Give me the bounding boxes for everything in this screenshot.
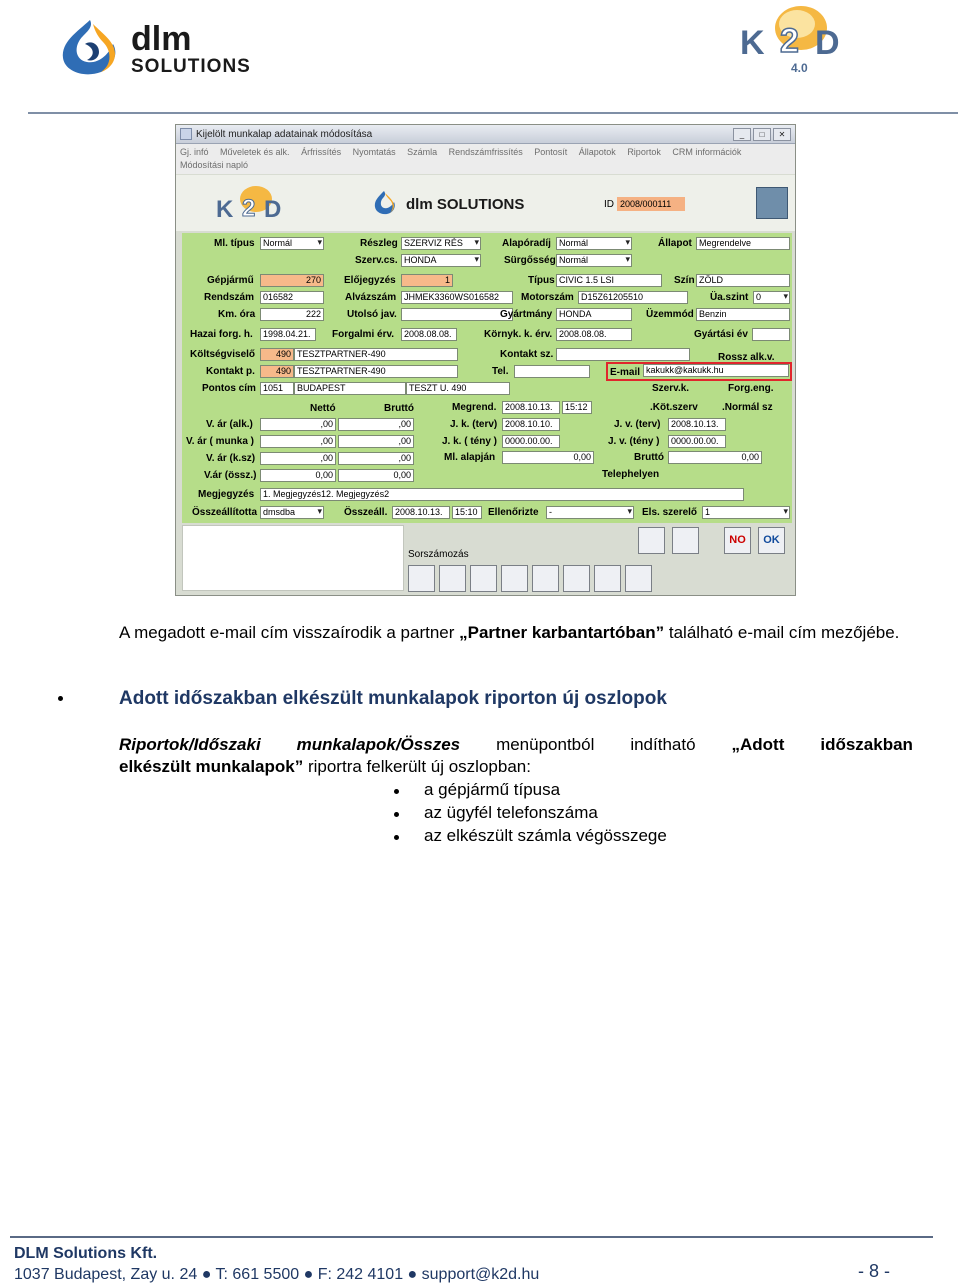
tel-label: Tel. <box>492 366 509 377</box>
window-icon <box>180 128 192 140</box>
elsszerelo-select[interactable]: 1 ▾ <box>702 506 790 519</box>
kontaktp-field[interactable]: TESZTPARTNER-490 <box>294 365 458 378</box>
var-alk-gross[interactable]: ,00 <box>338 418 414 431</box>
alapora-select[interactable]: Normál ▾ <box>556 237 632 250</box>
bullet-icon <box>394 789 399 794</box>
svg-text:SOLUTIONS: SOLUTIONS <box>131 56 251 77</box>
ml-alapjan-label: Ml. alapján <box>444 452 496 463</box>
id-label: ID <box>604 199 614 210</box>
svg-text:4.0: 4.0 <box>791 61 808 75</box>
megrend-label: Megrend. <box>452 402 497 413</box>
allapot-field[interactable]: Megrendelve <box>696 237 790 250</box>
var-ksz-gross[interactable]: ,00 <box>338 452 414 465</box>
text-run-bold: „Partner karbantartóban” <box>459 623 665 642</box>
page-number: - 8 - <box>858 1261 891 1281</box>
zip-field[interactable]: 1051 <box>260 382 294 395</box>
osszeall-label: Összeáll. <box>344 507 388 518</box>
elojegyzes-field[interactable]: 1 <box>401 274 453 287</box>
var-ossz-net[interactable]: 0,00 <box>260 469 336 482</box>
rendszam-field[interactable]: 016582 <box>260 291 324 304</box>
jk-teny-field[interactable]: 0000.00.00. <box>502 435 560 448</box>
rendszam-label: Rendszám <box>204 292 255 303</box>
uzemmod-field[interactable]: Benzin <box>696 308 790 321</box>
workorder-form <box>182 233 792 523</box>
toolbar-button[interactable] <box>470 565 497 592</box>
gyartasiev-field[interactable] <box>752 328 790 341</box>
footer-divider <box>10 1236 933 1238</box>
k2d-logo <box>735 2 865 77</box>
alapora-label: Alapóradíj <box>502 238 551 249</box>
osszeallitotta-select[interactable]: dmsdba ▾ <box>260 506 324 519</box>
szervk-label: Szerv.k. <box>652 383 690 394</box>
text-run: időszakban <box>820 735 913 754</box>
paragraph-report <box>119 734 913 778</box>
bullet-icon <box>394 835 399 840</box>
toolbar-button[interactable] <box>501 565 528 592</box>
szervcs-select[interactable]: HONDA ▾ <box>401 254 481 267</box>
koltsegviselo-code[interactable]: 490 <box>260 348 294 361</box>
form-banner <box>176 175 796 231</box>
toolbar-button[interactable] <box>532 565 559 592</box>
rosszalk-label: Rossz alk.v. <box>718 352 775 363</box>
window-titlebar <box>176 125 795 144</box>
gepjarmu-label: Gépjármű <box>207 275 254 286</box>
minimize-icon[interactable]: _ <box>733 128 751 141</box>
footer-address: 1037 Budapest, Zay u. 24 ● T: 661 5500 ● F: 242 4101 ● support@k2d.hu <box>14 1266 540 1283</box>
menu-item[interactable]: Számla <box>407 147 438 157</box>
jv-terv-field[interactable]: 2008.10.13. <box>668 418 726 431</box>
notes-area[interactable] <box>182 525 404 591</box>
megrend-time[interactable]: 15:12 <box>562 401 592 414</box>
toolbar-button[interactable] <box>439 565 466 592</box>
gyartmany-field[interactable]: HONDA <box>556 308 632 321</box>
kmora-label: Km. óra <box>218 309 256 320</box>
text-run: „Adott <box>731 735 785 754</box>
header-divider <box>28 112 958 114</box>
text-run: menüpontból <box>496 735 595 754</box>
ellenorizte-select[interactable]: - ▾ <box>546 506 634 519</box>
jv-teny-field[interactable]: 0000.00.00. <box>668 435 726 448</box>
var-ossz-label: V.ár (össz.) <box>204 470 257 481</box>
megjegyzes-label: Megjegyzés <box>198 489 255 500</box>
var-munka-label: V. ár ( munka ) <box>186 436 254 447</box>
kontaktp-label: Kontakt p. <box>206 366 255 377</box>
svg-text:D: D <box>264 196 282 223</box>
ml-alapjan-field[interactable]: 0,00 <box>502 451 594 464</box>
cancel-button[interactable]: NO <box>724 527 751 554</box>
list-item-text: az elkészült számla végösszege <box>424 826 667 845</box>
menu-item[interactable]: Pontosít <box>534 147 568 157</box>
tel-field[interactable] <box>514 365 590 378</box>
jk-terv-label: J. k. (terv) <box>450 419 498 430</box>
szin-label: Szín <box>674 275 695 286</box>
reszleg-select[interactable]: SZERVIZ RÉS ▾ <box>401 237 481 250</box>
var-munka-gross[interactable]: ,00 <box>338 435 414 448</box>
jv-teny-label: J. v. (tény ) <box>608 436 660 447</box>
forgalmi-field[interactable]: 2008.08.08. <box>401 328 457 341</box>
menu-item[interactable]: Nyomtatás <box>352 147 396 157</box>
megrend-date[interactable]: 2008.10.13. <box>502 401 560 414</box>
page-header <box>0 0 960 115</box>
window-title: Kijelölt munkalap adatainak módosítása <box>196 128 373 140</box>
window-menubar <box>176 144 795 174</box>
koltsegviselo-label: Költségviselő <box>190 349 256 360</box>
bullet-icon <box>58 696 63 701</box>
edit-icon[interactable] <box>756 187 788 219</box>
gepjarmu-field[interactable]: 270 <box>260 274 324 287</box>
bullet-icon <box>394 812 399 817</box>
ml-tipus-select[interactable]: Normál ▾ <box>260 237 324 250</box>
workorder-edit-window <box>175 124 796 596</box>
osszeallitotta-label: Összeállította <box>192 507 258 518</box>
uaszint-label: Üa.szint <box>710 292 749 303</box>
dlm-solutions-logo <box>55 14 295 79</box>
k2d-banner-logo <box>214 183 294 225</box>
netto-header: Nettó <box>310 403 336 414</box>
menu-item[interactable]: Módosítási napló <box>180 160 249 170</box>
hazaiforg-label: Hazai forg. h. <box>190 329 253 340</box>
forgalmi-label: Forgalmi érv. <box>332 329 395 340</box>
utolsojav-label: Utolsó jav. <box>347 309 397 320</box>
text-run: Riportok/Időszaki <box>119 735 261 754</box>
jv-terv-label: J. v. (terv) <box>614 419 661 430</box>
jk-teny-label: J. k. ( tény ) <box>442 436 498 447</box>
reszleg-label: Részleg <box>360 238 398 249</box>
gyartasiev-label: Gyártási év <box>694 329 748 340</box>
kontaktsz-field[interactable] <box>556 348 690 361</box>
kornyk-label: Környk. k. érv. <box>484 329 553 340</box>
text-run: található e-mail cím mezőjébe. <box>664 623 900 642</box>
normalsz-label: .Normál sz <box>722 402 773 413</box>
var-ossz-gross[interactable]: 0,00 <box>338 469 414 482</box>
svg-text:2: 2 <box>242 195 256 222</box>
ok-button[interactable]: OK <box>758 527 785 554</box>
svg-text:dlm SOLUTIONS: dlm SOLUTIONS <box>406 196 525 213</box>
var-munka-net[interactable]: ,00 <box>260 435 336 448</box>
ml-tipus-label: Ml. típus <box>214 238 255 249</box>
list-item-text: az ügyfél telefonszáma <box>424 803 598 822</box>
paragraph-email <box>119 621 913 644</box>
toolbar-button[interactable] <box>625 565 652 592</box>
email-field[interactable]: kakukk@kakukk.hu <box>643 364 789 377</box>
hazaiforg-field[interactable]: 1998.04.21. <box>260 328 316 341</box>
toolbar-button[interactable] <box>408 565 435 592</box>
text-run: A megadott e-mail cím visszaírodik a partner <box>119 623 460 642</box>
allapot-label: Állapot <box>658 238 692 249</box>
alvazszam-field[interactable]: JHMEK3360WS016582 <box>401 291 513 304</box>
street-field[interactable]: TESZT U. 490 <box>406 382 510 395</box>
toolbar-button[interactable] <box>638 527 665 554</box>
var-ksz-label: V. ár (k.sz) <box>206 453 256 464</box>
szin-field[interactable]: ZÖLD <box>696 274 790 287</box>
email-label: E-mail <box>610 367 641 378</box>
toolbar-button[interactable] <box>672 527 699 554</box>
kornyk-field[interactable]: 2008.08.08. <box>556 328 632 341</box>
pontoscim-label: Pontos cím <box>202 383 256 394</box>
motorszam-label: Motorszám <box>521 292 574 303</box>
sorszamozas-checkbox-label: Sorszámozás <box>408 549 469 560</box>
telephelyen-label: Telephelyen <box>602 469 660 480</box>
toolbar-button[interactable] <box>594 565 621 592</box>
surgosseg-select[interactable]: Normál ▾ <box>556 254 632 267</box>
svg-text:K: K <box>740 24 765 62</box>
gyartmany-label: Gyártmány <box>500 309 553 320</box>
menu-item[interactable]: Árfrissítés <box>301 147 342 157</box>
menu-item[interactable]: Műveletek és alk. <box>220 147 290 157</box>
ellenorizte-label: Ellenőrizte <box>488 507 539 518</box>
forgeng-label: Forg.eng. <box>728 383 774 394</box>
brutto2-label: Bruttó <box>634 452 664 463</box>
text-run: munkalapok/Összes <box>296 735 461 754</box>
kontaktp-code[interactable]: 490 <box>260 365 294 378</box>
text-run: riportra felkerült új oszlopban: <box>303 757 531 776</box>
svg-text:D: D <box>815 24 840 62</box>
menu-item[interactable]: Gj. infó <box>180 147 209 157</box>
osszeall-time[interactable]: 15:10 <box>452 506 482 519</box>
section-heading-text: Adott időszakban elkészült munkalapok riporton új oszlopok <box>119 688 667 709</box>
menu-item[interactable]: Állapotok <box>578 147 616 157</box>
alvazszam-label: Alvázszám <box>345 292 397 303</box>
toolbar-button[interactable] <box>563 565 590 592</box>
city-field[interactable]: BUDAPEST <box>294 382 406 395</box>
form-toolbar <box>182 523 792 595</box>
svg-text:2: 2 <box>780 22 799 60</box>
menu-item[interactable]: Rendszámfrissítés <box>448 147 523 157</box>
elsszerelo-label: Els. szerelő <box>642 507 698 518</box>
uaszint-select[interactable]: 0 ▾ <box>753 291 790 304</box>
dlm-banner-logo <box>372 189 572 217</box>
brutto2-field[interactable]: 0,00 <box>668 451 762 464</box>
osszeall-date[interactable]: 2008.10.13. <box>392 506 450 519</box>
text-run: indítható <box>630 735 696 754</box>
surgosseg-label: Sürgősség <box>504 255 556 266</box>
close-icon[interactable]: ✕ <box>773 128 791 141</box>
motorszam-field[interactable]: D15Z61205510 <box>578 291 688 304</box>
text-run-bold: elkészült munkalapok” <box>119 757 304 776</box>
var-ksz-net[interactable]: ,00 <box>260 452 336 465</box>
var-alk-net[interactable]: ,00 <box>260 418 336 431</box>
svg-text:K: K <box>216 196 234 223</box>
megjegyzes-field[interactable]: 1. Megjegyzés12. Megjegyzés2 <box>260 488 744 501</box>
menu-item[interactable]: CRM információk <box>672 147 742 157</box>
koltsegviselo-field[interactable]: TESZTPARTNER-490 <box>294 348 458 361</box>
kotszerv-label: .Köt.szerv <box>650 402 698 413</box>
brutto-header: Bruttó <box>384 403 414 414</box>
szervcs-label: Szerv.cs. <box>355 255 398 266</box>
elojegyzes-label: Előjegyzés <box>344 275 396 286</box>
maximize-icon[interactable]: □ <box>753 128 771 141</box>
footer-company: DLM Solutions Kft. <box>14 1245 158 1262</box>
var-alk-label: V. ár (alk.) <box>206 419 253 430</box>
menu-item[interactable]: Riportok <box>627 147 661 157</box>
tipus-field[interactable]: CIVIC 1.5 LSI <box>556 274 662 287</box>
kontaktsz-label: Kontakt sz. <box>500 349 554 360</box>
id-value: 2008/000111 <box>617 197 685 211</box>
svg-text:dlm: dlm <box>131 20 192 58</box>
list-item-text: a gépjármű típusa <box>424 780 561 799</box>
tipus-label: Típus <box>528 275 555 286</box>
utolsojav-field[interactable] <box>401 308 513 321</box>
kmora-field[interactable]: 222 <box>260 308 324 321</box>
jk-terv-field[interactable]: 2008.10.10. <box>502 418 560 431</box>
uzemmod-label: Üzemmód <box>646 309 694 320</box>
